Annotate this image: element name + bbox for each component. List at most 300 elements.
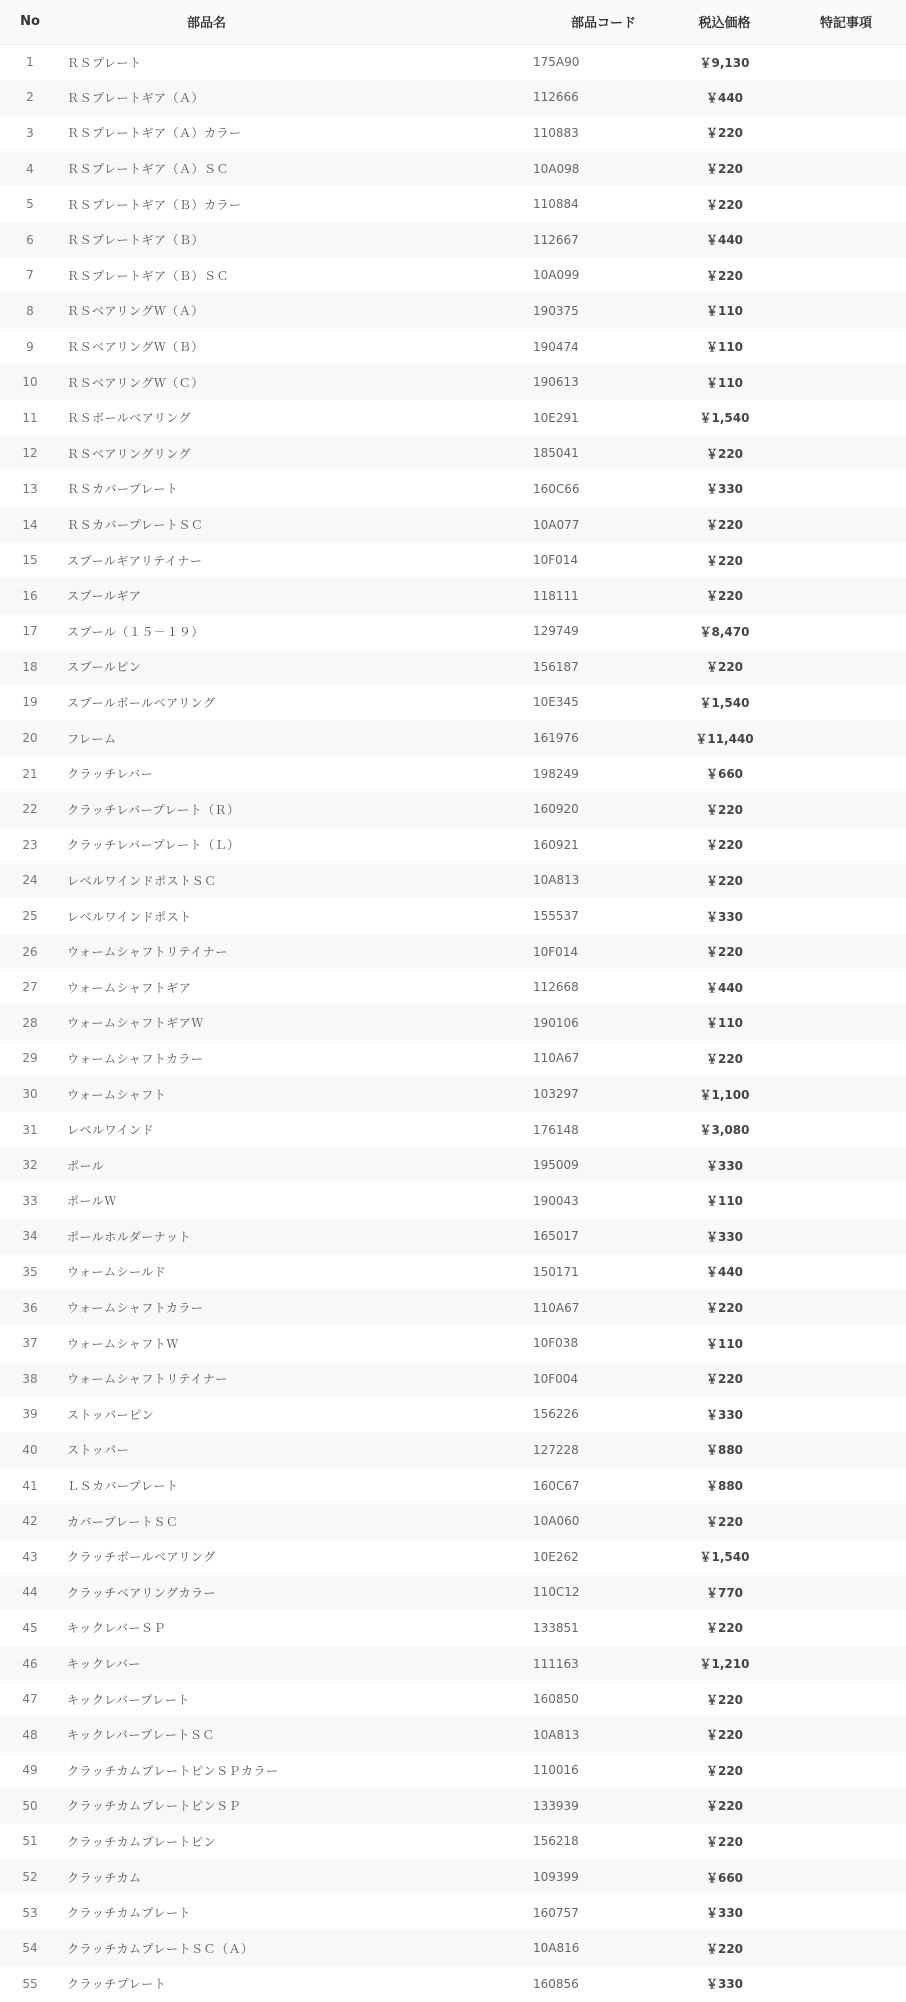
cell-notes: [786, 400, 906, 436]
cell-notes: [786, 542, 906, 578]
cell-part-name: ＬＳカバープレート: [67, 1479, 179, 1494]
cell-part-name: クラッチレバープレート（Ｌ）: [67, 838, 240, 853]
cell-price: ￥110: [705, 1194, 744, 1209]
cell-part-code: 185041: [533, 446, 579, 461]
cell-part-name: クラッチレバー: [67, 767, 154, 782]
cell-price: ￥220: [705, 802, 744, 817]
cell-part-code: 111163: [533, 1656, 579, 1671]
cell-no: 15: [22, 553, 38, 568]
table-row: [0, 1219, 906, 1255]
header-row: [0, 0, 906, 44]
cell-part-name: スプール（１５－１９）: [67, 624, 204, 639]
cell-part-name: クラッチカムプレートピンＳＰ: [67, 1799, 242, 1814]
cell-price: ￥110: [705, 304, 744, 319]
cell-no: 18: [22, 659, 38, 674]
cell-no: 49: [22, 1763, 38, 1778]
cell-part-name: ウォームシャフト: [67, 1087, 167, 1102]
cell-notes: [786, 436, 906, 472]
cell-notes: [786, 151, 906, 187]
cell-part-code: 198249: [533, 766, 579, 781]
cell-price: ￥220: [705, 553, 744, 568]
cell-part-code: 165017: [533, 1229, 579, 1244]
cell-part-name: カバープレートＳＣ: [67, 1514, 179, 1529]
cell-no: 43: [22, 1549, 38, 1564]
cell-part-code: 156187: [533, 659, 579, 674]
cell-notes: [786, 186, 906, 222]
cell-notes: [786, 364, 906, 400]
cell-price: ￥440: [705, 980, 744, 995]
cell-part-name: ＲＳプレートギア（Ａ）: [67, 90, 205, 105]
table-row: [0, 293, 906, 329]
cell-part-code: 10E262: [533, 1549, 579, 1564]
cell-price: ￥220: [705, 162, 744, 177]
table-row: [0, 756, 906, 792]
cell-no: 16: [22, 588, 38, 603]
table-row: [0, 1076, 906, 1112]
cell-price: ￥220: [705, 518, 744, 533]
cell-part-name: ポールホルダーナット: [67, 1229, 192, 1244]
cell-price: ￥660: [705, 767, 744, 782]
table-row: [0, 1325, 906, 1361]
cell-part-name: クラッチレバープレート（Ｒ）: [67, 802, 240, 817]
cell-price: ￥440: [705, 1265, 744, 1280]
header-part-name[interactable]: 部品名: [186, 16, 226, 32]
cell-part-code: 155537: [533, 909, 579, 924]
cell-notes: [786, 898, 906, 934]
cell-price: ￥330: [705, 1906, 744, 1921]
cell-price: ￥220: [705, 1621, 744, 1636]
cell-no: 41: [22, 1478, 38, 1493]
cell-price: ￥330: [705, 1977, 744, 1992]
table-row: [0, 1183, 906, 1219]
cell-price: ￥220: [705, 660, 744, 675]
cell-part-code: 112666: [533, 90, 579, 105]
cell-part-code: 110C12: [533, 1585, 580, 1600]
cell-part-code: 160921: [533, 837, 579, 852]
table-row: [0, 578, 906, 614]
cell-notes: [786, 507, 906, 543]
table-row: [0, 1005, 906, 1041]
cell-price: ￥220: [705, 1301, 744, 1316]
cell-part-name: クラッチベアリングカラー: [67, 1585, 217, 1600]
cell-part-name: ＲＳプレートギア（Ａ）カラー: [67, 126, 242, 141]
cell-no: 28: [22, 1015, 38, 1030]
cell-part-name: スプールギアリテイナー: [67, 553, 203, 568]
cell-part-name: ＲＳベアリングＷ（Ｃ）: [67, 375, 204, 390]
cell-notes: [786, 1005, 906, 1041]
cell-no: 50: [22, 1798, 38, 1813]
cell-notes: [786, 1183, 906, 1219]
cell-notes: [786, 1397, 906, 1433]
cell-notes: [786, 80, 906, 116]
cell-no: 37: [22, 1336, 38, 1351]
cell-price: ￥110: [705, 1336, 744, 1351]
cell-part-code: 160920: [533, 802, 579, 817]
cell-no: 2: [26, 90, 34, 105]
cell-no: 45: [22, 1620, 38, 1635]
cell-notes: [786, 969, 906, 1005]
table-row: [0, 1788, 906, 1824]
table-row: [0, 1397, 906, 1433]
cell-part-code: 10F004: [533, 1371, 579, 1386]
header-price[interactable]: 税込価格: [698, 16, 751, 32]
table-row: [0, 1468, 906, 1504]
cell-no: 54: [22, 1941, 38, 1956]
cell-part-code: 10F014: [533, 553, 579, 568]
cell-part-name: スプールボールベアリング: [67, 695, 216, 710]
table-row: [0, 471, 906, 507]
table-row: [0, 791, 906, 827]
cell-price: ￥3,080: [699, 1123, 750, 1138]
cell-price: ￥1,540: [699, 411, 750, 426]
cell-price: ￥330: [705, 1407, 744, 1422]
cell-price: ￥220: [705, 1834, 744, 1849]
cell-notes: [786, 1147, 906, 1183]
cell-price: ￥220: [705, 1941, 744, 1956]
table-body: [0, 44, 906, 2002]
cell-part-code: 10E291: [533, 410, 579, 425]
table-row: [0, 1966, 906, 2002]
table-row: [0, 44, 906, 80]
table-row: [0, 1895, 906, 1931]
cell-price: ￥110: [705, 1016, 744, 1031]
table-row: [0, 151, 906, 187]
cell-no: 32: [22, 1158, 38, 1173]
cell-no: 51: [22, 1834, 38, 1849]
cell-notes: [786, 1575, 906, 1611]
table-row: [0, 649, 906, 685]
cell-part-name: クラッチカムプレートＳＣ（Ａ）: [67, 1941, 254, 1956]
cell-part-code: 190375: [533, 303, 579, 318]
cell-no: 3: [26, 125, 34, 140]
cell-price: ￥8,470: [699, 624, 750, 639]
cell-no: 11: [22, 410, 38, 425]
cell-part-code: 176148: [533, 1122, 579, 1137]
table-row: [0, 1859, 906, 1895]
cell-part-code: 10A077: [533, 517, 580, 532]
cell-part-code: 10F014: [533, 944, 579, 959]
cell-part-name: ＲＳベアリングリング: [67, 446, 192, 461]
cell-part-name: ウォームシャフトリテイナー: [67, 945, 228, 960]
header-no[interactable]: No: [20, 14, 40, 30]
cell-part-code: 10E345: [533, 695, 579, 710]
cell-no: 35: [22, 1264, 38, 1279]
cell-price: ￥440: [705, 233, 744, 248]
cell-price: ￥1,100: [699, 1087, 750, 1102]
cell-part-name: ＲＳカバープレート: [67, 482, 179, 497]
cell-part-name: キックレバープレートＳＣ: [67, 1728, 215, 1743]
cell-part-name: クラッチカムプレートピンＳＰカラー: [67, 1763, 279, 1778]
cell-part-code: 150171: [533, 1264, 579, 1279]
cell-part-code: 160C66: [533, 481, 580, 496]
cell-no: 13: [22, 481, 38, 496]
cell-notes: [786, 258, 906, 294]
cell-part-code: 156226: [533, 1407, 579, 1422]
cell-part-code: 133939: [533, 1798, 579, 1813]
cell-part-name: ＲＳベアリングＷ（Ｂ）: [67, 340, 204, 355]
cell-notes: [786, 1895, 906, 1931]
cell-part-name: ウォームシャフトカラー: [67, 1051, 204, 1066]
cell-part-name: レベルワインドポスト: [67, 909, 192, 924]
table-row: [0, 436, 906, 472]
table-row: [0, 1753, 906, 1789]
cell-notes: [786, 827, 906, 863]
cell-notes: [786, 791, 906, 827]
table-row: [0, 364, 906, 400]
cell-no: 5: [26, 197, 34, 212]
cell-no: 30: [22, 1087, 38, 1102]
cell-price: ￥770: [705, 1585, 744, 1600]
cell-no: 44: [22, 1585, 38, 1600]
cell-part-name: ＲＳプレートギア（Ｂ）カラー: [67, 197, 242, 212]
cell-part-name: ＲＳベアリングＷ（Ａ）: [67, 304, 204, 319]
cell-no: 4: [26, 161, 34, 176]
cell-price: ￥880: [705, 1443, 744, 1458]
cell-price: ￥220: [705, 1514, 744, 1529]
cell-no: 29: [22, 1051, 38, 1066]
table-row: [0, 969, 906, 1005]
table-row: [0, 1610, 906, 1646]
cell-price: ￥220: [705, 268, 744, 283]
table-row: [0, 329, 906, 365]
cell-notes: [786, 614, 906, 650]
cell-part-code: 10A813: [533, 873, 580, 888]
cell-price: ￥110: [705, 340, 744, 355]
cell-part-name: キックレバー: [67, 1657, 141, 1672]
cell-part-code: 190613: [533, 375, 579, 390]
cell-part-name: クラッチカムプレートピン: [67, 1834, 217, 1849]
table-row: [0, 1503, 906, 1539]
cell-notes: [786, 329, 906, 365]
cell-notes: [786, 44, 906, 80]
cell-no: 24: [22, 873, 38, 888]
cell-part-name: レベルワインドポストＳＣ: [67, 873, 217, 888]
cell-no: 47: [22, 1692, 38, 1707]
cell-part-name: ＲＳボールベアリング: [67, 411, 192, 426]
cell-no: 14: [22, 517, 38, 532]
cell-part-name: キックレバープレート: [67, 1692, 190, 1707]
table-row: [0, 258, 906, 294]
cell-price: ￥220: [705, 589, 744, 604]
table-row: [0, 1646, 906, 1682]
table-row: [0, 507, 906, 543]
cell-no: 33: [22, 1193, 38, 1208]
cell-part-code: 10A816: [533, 1941, 580, 1956]
cell-part-code: 127228: [533, 1442, 579, 1457]
cell-part-name: ウォームシャフトカラー: [67, 1301, 204, 1316]
cell-price: ￥220: [705, 446, 744, 461]
cell-notes: [786, 720, 906, 756]
cell-notes: [786, 1041, 906, 1077]
cell-price: ￥220: [705, 945, 744, 960]
cell-part-name: レベルワインド: [67, 1123, 155, 1138]
cell-notes: [786, 1468, 906, 1504]
cell-no: 53: [22, 1905, 38, 1920]
cell-part-code: 129749: [533, 624, 579, 639]
cell-part-code: 118111: [533, 588, 579, 603]
cell-part-code: 190043: [533, 1193, 579, 1208]
cell-part-code: 112667: [533, 232, 579, 247]
table-row: [0, 186, 906, 222]
cell-no: 8: [26, 303, 34, 318]
table-row: [0, 1717, 906, 1753]
cell-part-code: 190474: [533, 339, 579, 354]
table-row: [0, 934, 906, 970]
cell-part-code: 160850: [533, 1692, 579, 1707]
cell-price: ￥220: [705, 873, 744, 888]
table-row: [0, 1112, 906, 1148]
cell-no: 20: [22, 731, 38, 746]
cell-notes: [786, 293, 906, 329]
cell-part-name: ウォームシャフトＷ: [67, 1336, 179, 1351]
table-row: [0, 115, 906, 151]
cell-no: 19: [22, 695, 38, 710]
cell-no: 26: [22, 944, 38, 959]
cell-part-name: ＲＳプレートギア（Ｂ）ＳＣ: [67, 268, 230, 283]
cell-price: ￥330: [705, 1229, 744, 1244]
cell-notes: [786, 1219, 906, 1255]
cell-price: ￥220: [705, 1372, 744, 1387]
header-notes[interactable]: 特記事項: [819, 16, 872, 32]
table-row: [0, 1361, 906, 1397]
cell-notes: [786, 1610, 906, 1646]
cell-part-code: 10A813: [533, 1727, 580, 1742]
cell-no: 42: [22, 1514, 38, 1529]
table-row: [0, 898, 906, 934]
table-row: [0, 80, 906, 116]
cell-part-code: 10A060: [533, 1514, 580, 1529]
table-row: [0, 222, 906, 258]
cell-part-name: ＲＳプレートギア（Ａ）ＳＣ: [67, 162, 230, 177]
cell-part-name: ウォームシャフトリテイナー: [67, 1372, 228, 1387]
cell-no: 39: [22, 1407, 38, 1422]
cell-notes: [786, 222, 906, 258]
cell-price: ￥220: [705, 126, 744, 141]
table-row: [0, 1539, 906, 1575]
cell-part-name: クラッチカムプレート: [67, 1906, 192, 1921]
cell-part-code: 112668: [533, 980, 579, 995]
cell-notes: [786, 1432, 906, 1468]
table-row: [0, 1432, 906, 1468]
table-row: [0, 863, 906, 899]
cell-notes: [786, 1788, 906, 1824]
cell-notes: [786, 1361, 906, 1397]
cell-part-code: 110016: [533, 1763, 579, 1778]
cell-part-code: 103297: [533, 1087, 579, 1102]
cell-notes: [786, 649, 906, 685]
cell-no: 17: [22, 624, 38, 639]
cell-notes: [786, 1112, 906, 1148]
table-row: [0, 1290, 906, 1326]
cell-no: 25: [22, 909, 38, 924]
table-row: [0, 614, 906, 650]
cell-part-name: クラッチプレート: [67, 1977, 167, 1992]
cell-part-code: 110A67: [533, 1300, 580, 1315]
cell-notes: [786, 1966, 906, 2002]
cell-price: ￥220: [705, 197, 744, 212]
cell-part-name: ウォームシールド: [67, 1265, 167, 1280]
table-row: [0, 400, 906, 436]
cell-part-name: ウォームシャフトギアＷ: [67, 1016, 204, 1031]
table-header: [0, 0, 906, 44]
cell-notes: [786, 1646, 906, 1682]
cell-price: ￥220: [705, 1051, 744, 1066]
table-row: [0, 1824, 906, 1860]
cell-notes: [786, 1717, 906, 1753]
cell-no: 1: [26, 55, 34, 70]
cell-price: ￥220: [705, 1692, 744, 1707]
cell-part-code: 110884: [533, 197, 579, 212]
cell-part-name: ストッパーピン: [67, 1407, 155, 1422]
cell-no: 31: [22, 1122, 38, 1137]
cell-part-code: 156218: [533, 1834, 579, 1849]
cell-price: ￥330: [705, 482, 744, 497]
cell-part-name: ＲＳプレートギア（Ｂ）: [67, 233, 205, 248]
cell-notes: [786, 1076, 906, 1112]
cell-price: ￥330: [705, 909, 744, 924]
cell-price: ￥660: [705, 1870, 744, 1885]
cell-part-name: クラッチカム: [67, 1870, 142, 1885]
table-row: [0, 1041, 906, 1077]
cell-notes: [786, 756, 906, 792]
cell-part-name: ＲＳプレート: [67, 55, 142, 70]
cell-no: 22: [22, 802, 38, 817]
cell-part-code: 110883: [533, 125, 579, 140]
cell-no: 27: [22, 980, 38, 995]
cell-notes: [786, 1681, 906, 1717]
table-row: [0, 685, 906, 721]
cell-no: 23: [22, 837, 38, 852]
cell-part-code: 109399: [533, 1870, 579, 1885]
cell-no: 9: [26, 339, 34, 354]
table-row: [0, 720, 906, 756]
cell-notes: [786, 471, 906, 507]
table-row: [0, 1147, 906, 1183]
cell-part-name: スプールギア: [67, 589, 142, 604]
cell-part-name: ストッパー: [67, 1443, 130, 1458]
cell-part-name: フレーム: [67, 731, 117, 746]
cell-notes: [786, 1930, 906, 1966]
cell-price: ￥11,440: [695, 731, 754, 746]
header-part-code[interactable]: 部品コード: [571, 16, 637, 32]
cell-price: ￥1,210: [699, 1657, 750, 1672]
cell-no: 36: [22, 1300, 38, 1315]
cell-notes: [786, 1824, 906, 1860]
cell-no: 34: [22, 1229, 38, 1244]
cell-part-name: ポール: [67, 1158, 105, 1173]
cell-price: ￥220: [705, 1763, 744, 1778]
cell-notes: [786, 934, 906, 970]
cell-notes: [786, 578, 906, 614]
cell-notes: [786, 1539, 906, 1575]
cell-part-name: キックレバーＳＰ: [67, 1621, 166, 1636]
table-row: [0, 1575, 906, 1611]
table-row: [0, 1930, 906, 1966]
cell-no: 21: [22, 766, 38, 781]
cell-no: 38: [22, 1371, 38, 1386]
cell-part-code: 10A098: [533, 161, 580, 176]
cell-notes: [786, 685, 906, 721]
cell-price: ￥110: [705, 375, 744, 390]
cell-no: 40: [22, 1442, 38, 1457]
cell-no: 46: [22, 1656, 38, 1671]
cell-price: ￥9,130: [699, 55, 750, 70]
cell-part-code: 195009: [533, 1158, 579, 1173]
cell-no: 48: [22, 1727, 38, 1742]
cell-price: ￥330: [705, 1158, 744, 1173]
cell-part-code: 160C67: [533, 1478, 580, 1493]
cell-price: ￥440: [705, 90, 744, 105]
